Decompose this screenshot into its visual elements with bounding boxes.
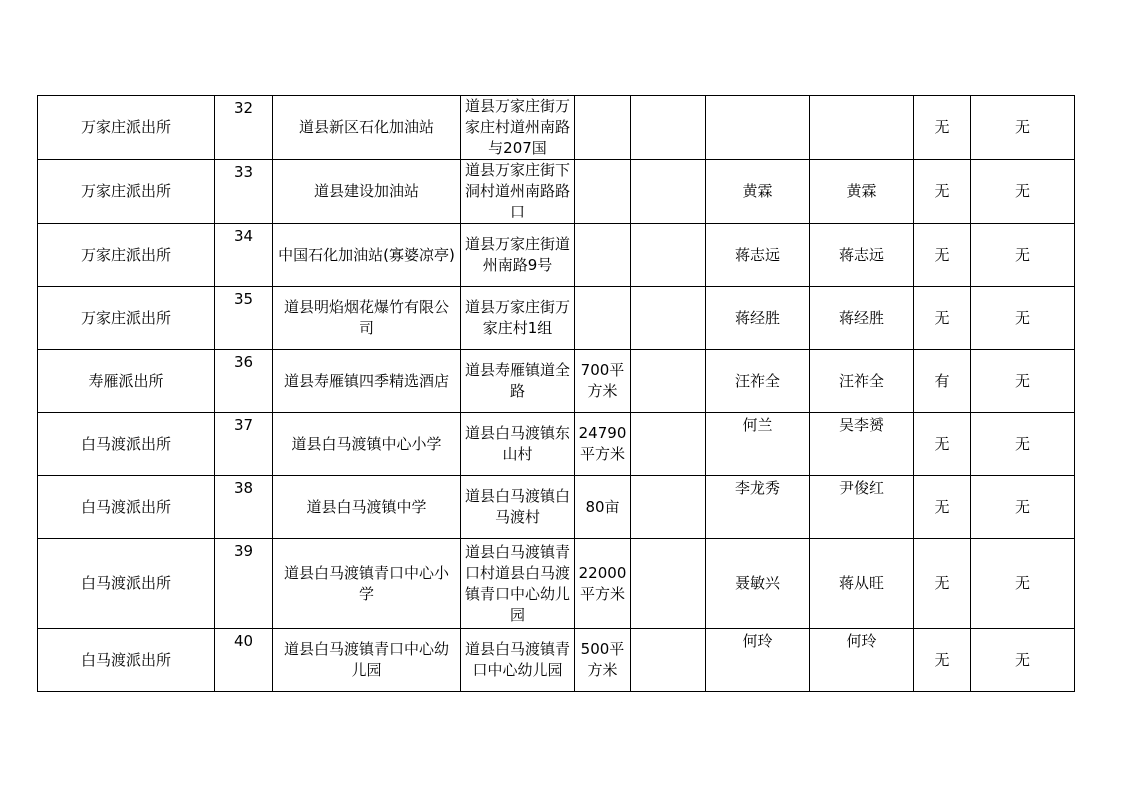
status-cell: 无 xyxy=(971,350,1075,413)
row-number-cell: 40 xyxy=(215,629,273,692)
blank-cell xyxy=(631,160,706,224)
police-station-cell: 白马渡派出所 xyxy=(38,539,215,629)
police-station-cell: 万家庄派出所 xyxy=(38,224,215,287)
address-cell: 道县万家庄街万家庄村道州南路与207国 xyxy=(461,96,575,160)
status-cell: 无 xyxy=(971,287,1075,350)
status-cell: 无 xyxy=(914,287,971,350)
status-cell: 无 xyxy=(914,413,971,476)
facility-name-cell: 中国石化加油站(寡婆凉亭) xyxy=(273,224,461,287)
blank-cell xyxy=(631,413,706,476)
status-cell: 无 xyxy=(914,160,971,224)
person-cell: 蒋从旺 xyxy=(810,539,914,629)
table-row xyxy=(38,350,1075,413)
address-cell: 道县万家庄街道州南路9号 xyxy=(461,224,575,287)
blank-cell xyxy=(631,476,706,539)
table-row xyxy=(38,413,1075,476)
blank-cell xyxy=(631,224,706,287)
blank-cell xyxy=(631,350,706,413)
person-cell: 汪祚全 xyxy=(706,350,810,413)
person-cell: 蒋经胜 xyxy=(810,287,914,350)
facility-name-cell: 道县建设加油站 xyxy=(273,160,461,224)
person-cell: 蒋经胜 xyxy=(706,287,810,350)
facility-name-cell: 道县白马渡镇青口中心幼儿园 xyxy=(273,629,461,692)
status-cell: 有 xyxy=(914,350,971,413)
table-row xyxy=(38,476,1075,539)
address-cell: 道县白马渡镇青口村道县白马渡镇青口中心幼儿园 xyxy=(461,539,575,629)
police-station-cell: 白马渡派出所 xyxy=(38,629,215,692)
facility-name-cell: 道县白马渡镇中学 xyxy=(273,476,461,539)
table-row xyxy=(38,96,1075,160)
area-cell xyxy=(575,287,631,350)
person-cell: 蒋志远 xyxy=(706,224,810,287)
address-cell: 道县白马渡镇青口中心幼儿园 xyxy=(461,629,575,692)
address-cell: 道县万家庄街下洞村道州南路路口 xyxy=(461,160,575,224)
person-cell: 蒋志远 xyxy=(810,224,914,287)
table-row xyxy=(38,160,1075,224)
person-cell xyxy=(706,96,810,160)
facility-name-cell: 道县白马渡镇中心小学 xyxy=(273,413,461,476)
area-cell xyxy=(575,160,631,224)
status-cell: 无 xyxy=(971,476,1075,539)
person-cell: 何玲 xyxy=(810,629,914,692)
table-row xyxy=(38,539,1075,629)
table-row xyxy=(38,224,1075,287)
facility-name-cell: 道县明焰烟花爆竹有限公司 xyxy=(273,287,461,350)
person-cell: 汪祚全 xyxy=(810,350,914,413)
blank-cell xyxy=(631,96,706,160)
row-number-cell: 33 xyxy=(215,160,273,224)
person-cell: 黄霖 xyxy=(810,160,914,224)
row-number-cell: 38 xyxy=(215,476,273,539)
police-station-cell: 寿雁派出所 xyxy=(38,350,215,413)
status-cell: 无 xyxy=(971,413,1075,476)
person-cell: 吴李赟 xyxy=(810,413,914,476)
area-cell: 500平方米 xyxy=(575,629,631,692)
status-cell: 无 xyxy=(971,539,1075,629)
person-cell: 何兰 xyxy=(706,413,810,476)
row-number-cell: 37 xyxy=(215,413,273,476)
address-cell: 道县白马渡镇东山村 xyxy=(461,413,575,476)
facility-name-cell: 道县新区石化加油站 xyxy=(273,96,461,160)
status-cell: 无 xyxy=(971,160,1075,224)
facility-name-cell: 道县白马渡镇青口中心小学 xyxy=(273,539,461,629)
row-number-cell: 35 xyxy=(215,287,273,350)
status-cell: 无 xyxy=(914,476,971,539)
status-cell: 无 xyxy=(914,539,971,629)
row-number-cell: 39 xyxy=(215,539,273,629)
row-number-cell: 36 xyxy=(215,350,273,413)
address-cell: 道县寿雁镇道全路 xyxy=(461,350,575,413)
area-cell: 700平方米 xyxy=(575,350,631,413)
police-station-cell: 白马渡派出所 xyxy=(38,476,215,539)
area-cell xyxy=(575,224,631,287)
status-cell: 无 xyxy=(914,224,971,287)
table-row xyxy=(38,629,1075,692)
address-cell: 道县万家庄街万家庄村1组 xyxy=(461,287,575,350)
police-station-cell: 白马渡派出所 xyxy=(38,413,215,476)
person-cell xyxy=(810,96,914,160)
police-station-cell: 万家庄派出所 xyxy=(38,287,215,350)
area-cell: 24790平方米 xyxy=(575,413,631,476)
blank-cell xyxy=(631,539,706,629)
person-cell: 黄霖 xyxy=(706,160,810,224)
area-cell xyxy=(575,96,631,160)
blank-cell xyxy=(631,287,706,350)
status-cell: 无 xyxy=(971,96,1075,160)
table-row xyxy=(38,287,1075,350)
status-cell: 无 xyxy=(914,96,971,160)
area-cell: 22000平方米 xyxy=(575,539,631,629)
facility-table xyxy=(37,95,1075,692)
person-cell: 尹俊红 xyxy=(810,476,914,539)
status-cell: 无 xyxy=(971,629,1075,692)
row-number-cell: 34 xyxy=(215,224,273,287)
address-cell: 道县白马渡镇白马渡村 xyxy=(461,476,575,539)
police-station-cell: 万家庄派出所 xyxy=(38,96,215,160)
person-cell: 何玲 xyxy=(706,629,810,692)
person-cell: 李龙秀 xyxy=(706,476,810,539)
status-cell: 无 xyxy=(914,629,971,692)
row-number-cell: 32 xyxy=(215,96,273,160)
status-cell: 无 xyxy=(971,224,1075,287)
facility-name-cell: 道县寿雁镇四季精选酒店 xyxy=(273,350,461,413)
person-cell: 聂敏兴 xyxy=(706,539,810,629)
area-cell: 80亩 xyxy=(575,476,631,539)
blank-cell xyxy=(631,629,706,692)
police-station-cell: 万家庄派出所 xyxy=(38,160,215,224)
